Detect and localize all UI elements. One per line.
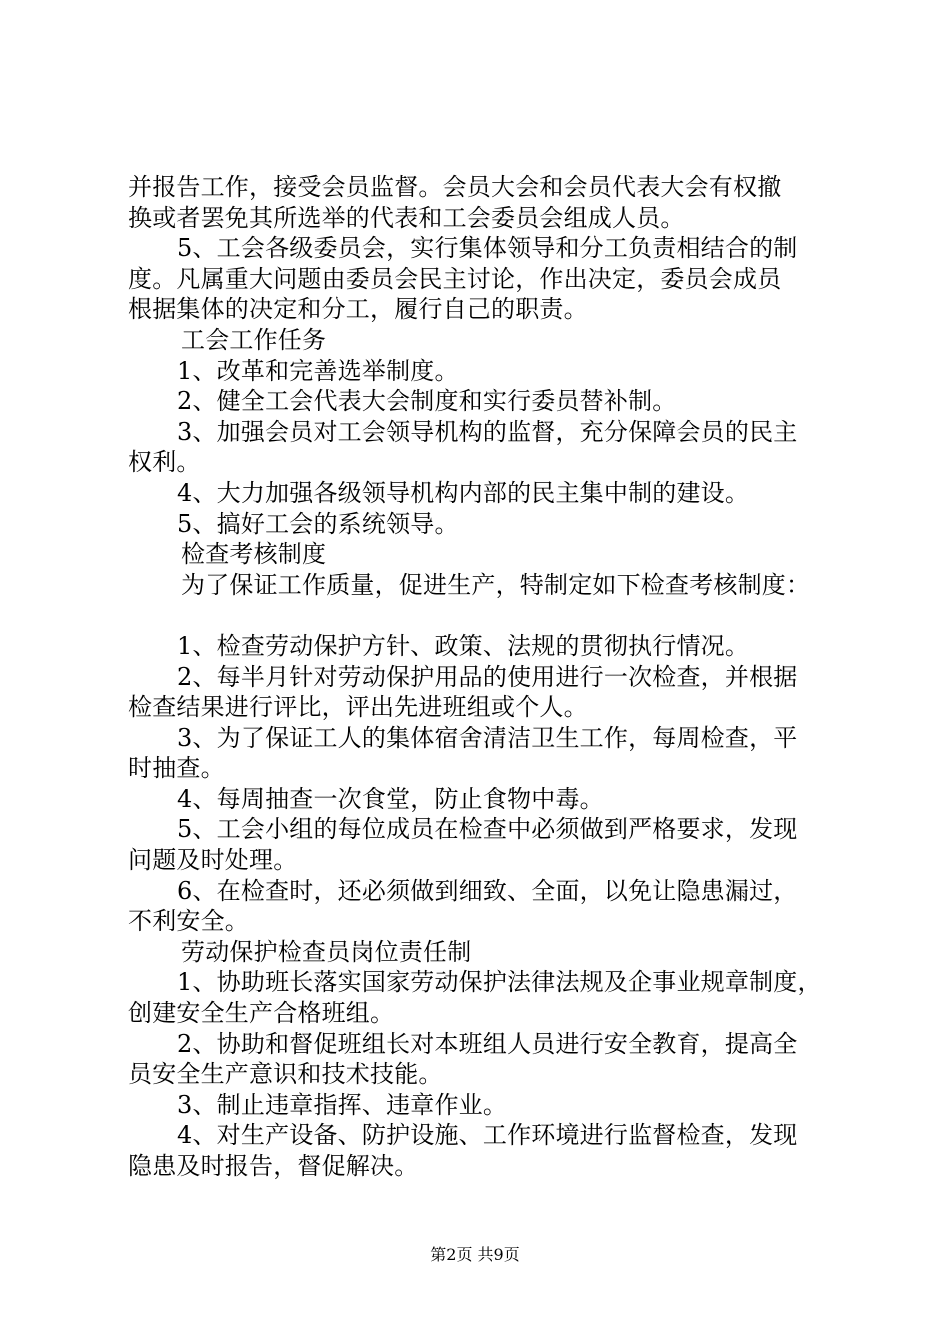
text-line: 2、健全工会代表大会制度和实行委员替补制。 — [177, 387, 677, 416]
text-line: 检查结果进行评比，评出先进班组或个人。 — [128, 693, 588, 722]
text-line: 隐患及时报告，督促解决。 — [128, 1152, 419, 1180]
text-line: 6、在检查时，还必须做到细致、全面，以免让隐患漏过， — [177, 876, 798, 905]
page-footer: 第2页 共9页 — [430, 1245, 520, 1264]
section-heading: 为了保证工作质量，促进生产，特制定如下检查考核制度： — [181, 570, 811, 599]
text-line: 换或者罢免其所选举的代表和工会委员会组成人员。 — [128, 203, 685, 232]
section-heading: 劳动保护检查员岗位责任制 — [181, 937, 472, 966]
text-line: 2、每半月针对劳动保护用品的使用进行一次检查，并根据 — [177, 662, 798, 691]
text-line: 3、为了保证工人的集体宿舍清洁卫生工作，每周检查，平 — [177, 723, 798, 752]
text-line: 问题及时处理。 — [128, 846, 298, 875]
text-line: 2、协助和督促班组长对本班组人员进行安全教育，提高全 — [177, 1029, 798, 1058]
text-line: 3、加强会员对工会领导机构的监督，充分保障会员的民主 — [177, 417, 798, 446]
text-line: 4、大力加强各级领导机构内部的民主集中制的建设。 — [177, 478, 750, 507]
text-line: 1、协助班长落实国家劳动保护法律法规及企事业规章制度， — [177, 968, 822, 997]
text-line: 时抽查。 — [128, 754, 225, 783]
document-body — [128, 172, 838, 1182]
text-line: 5、工会各级委员会，实行集体领导和分工负责相结合的制 — [177, 234, 798, 263]
text-line: 1、改革和完善选举制度。 — [177, 356, 459, 385]
text-line: 根据集体的决定和分工，履行自己的职责。 — [128, 295, 588, 324]
text-line: 不利安全。 — [128, 907, 249, 936]
text-line: 5、搞好工会的系统领导。 — [177, 509, 459, 538]
text-line: 权利。 — [128, 448, 201, 477]
text-line: 并报告工作，接受会员监督。会员大会和会员代表大会有权撤 — [128, 173, 782, 201]
text-line: 3、制止违章指挥、违章作业。 — [177, 1090, 508, 1119]
text-line: 创建安全生产合格班组。 — [128, 999, 395, 1028]
text-line: 度。凡属重大问题由委员会民主讨论，作出决定，委员会成员 — [128, 264, 782, 293]
text-line: 5、工会小组的每位成员在检查中必须做到严格要求，发现 — [177, 815, 798, 844]
text-line: 4、每周抽查一次食堂，防止食物中毒。 — [177, 784, 604, 813]
blank-line — [128, 600, 838, 631]
text-line: 员安全生产意识和技术技能。 — [128, 1060, 443, 1089]
text-line: 1、检查劳动保护方针、政策、法规的贯彻执行情况。 — [177, 631, 750, 660]
section-heading: 检查考核制度 — [181, 540, 327, 569]
section-heading: 工会工作任务 — [181, 325, 327, 354]
text-line: 4、对生产设备、防护设施、工作环境进行监督检查，发现 — [177, 1121, 798, 1150]
